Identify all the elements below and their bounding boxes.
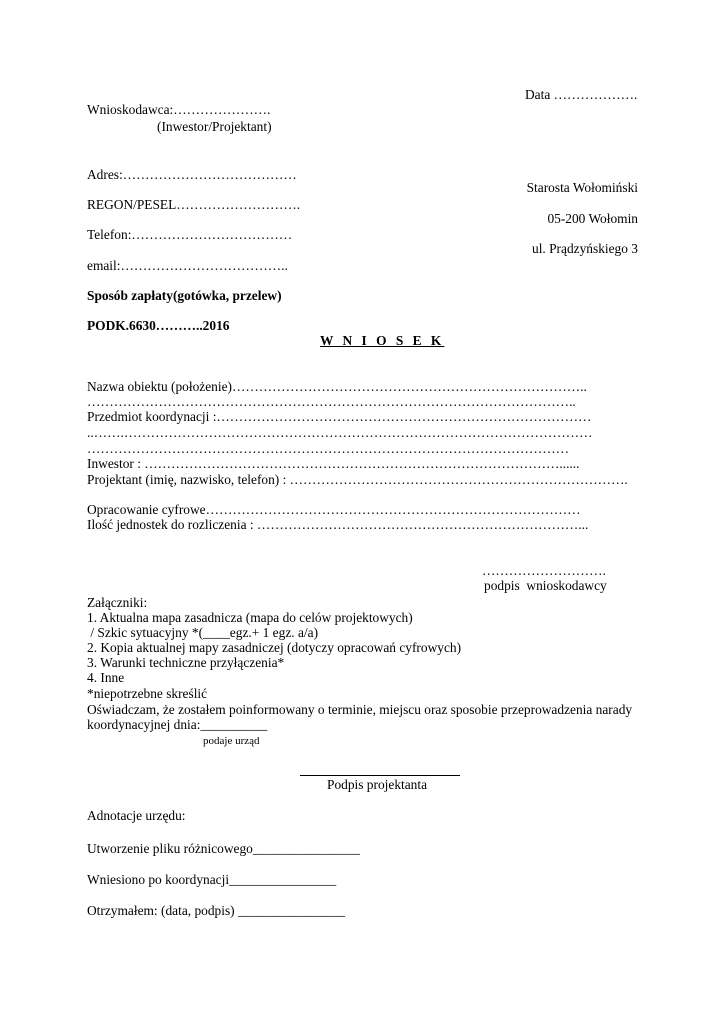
recipient-postcode: 05-200 Wołomin [547,211,638,226]
object-name-continuation: ……………………………………………………………………………………………….. [87,394,576,409]
designer-field: Projektant (imię, nazwisko, telefon) : …………………………………………………………………. [87,472,628,487]
phone-field: Telefon:……………………………… [87,227,293,242]
payment-method-label: Sposób zapłaty(gotówka, przelew) [87,288,282,303]
applicant-note: (Inwestor/Projektant) [157,119,272,134]
declaration-line-2: koordynacyjnej dnia:__________ [87,717,268,732]
diff-file-field: Utworzenie pliku różnicowego________________ [87,841,360,856]
attachment-item: 1. Aktualna mapa zasadnicza (mapa do celów projektowych) [87,610,413,625]
attachments-heading: Załączniki: [87,595,148,610]
footnote: *niepotrzebne skreślić [87,686,208,701]
declaration-line-1: Oświadczam, że zostałem poinformowany o terminie, miejscu oraz sposobie przeprowadzenia narady [87,702,633,717]
designer-signature-label: Podpis projektanta [327,777,428,792]
address-field: Adres:………………………………… [87,167,297,182]
case-number: PODK.6630………..2016 [87,318,230,333]
regon-field: REGON/PESEL………………………. [87,197,301,212]
coordination-subject-continuation-2: ……………………………………………………………………………………………… [87,441,570,456]
recipient-street: ul. Prądzyńskiego 3 [532,241,638,256]
attachment-item: / Szkic sytuacyjny *(____egz.+ 1 egz. a/a) [87,625,319,640]
object-name-field: Nazwa obiektu (położenie)…………………………………………………………………….. [87,379,587,394]
received-field: Otrzymałem: (data, podpis) ________________ [87,903,346,918]
coordination-subject-continuation-1: ..…….…………………………………………………………………………………………… [87,425,593,440]
entered-after-coordination-field: Wniesiono po koordynacji________________ [87,872,337,887]
applicant-signature-label: podpis wnioskodawcy [484,578,607,593]
attachment-item: 4. Inne [87,670,125,685]
applicant-signature-dots: ………………………. [482,563,606,578]
declaration-note: podaje urząd [203,735,260,747]
investor-field: Inwestor : …………………………………………………………………………………...... [87,456,580,471]
recipient-name: Starosta Wołomiński [526,180,638,195]
units-count-field: Ilość jednostek do rozliczenia : ………………………………………………………………... [87,517,589,532]
email-field: email:……………………………….. [87,258,288,273]
coordination-subject-field: Przedmiot koordynacji :………………………………………………………………………… [87,409,592,424]
designer-signature-line [300,775,460,776]
date-field: Data ………………. [525,87,638,102]
attachment-item: 2. Kopia aktualnej mapy zasadniczej (dotyczy opracowań cyfrowych) [87,640,462,655]
form-title: W N I O S E K [320,333,445,348]
attachment-item: 3. Warunki techniczne przyłączenia* [87,655,285,670]
digital-elaboration-field: Opracowanie cyfrowe………………………………………………………………………… [87,502,581,517]
office-annotations-heading: Adnotacje urzędu: [87,808,186,823]
applicant-field: Wnioskodawca:…………………. [87,102,271,117]
